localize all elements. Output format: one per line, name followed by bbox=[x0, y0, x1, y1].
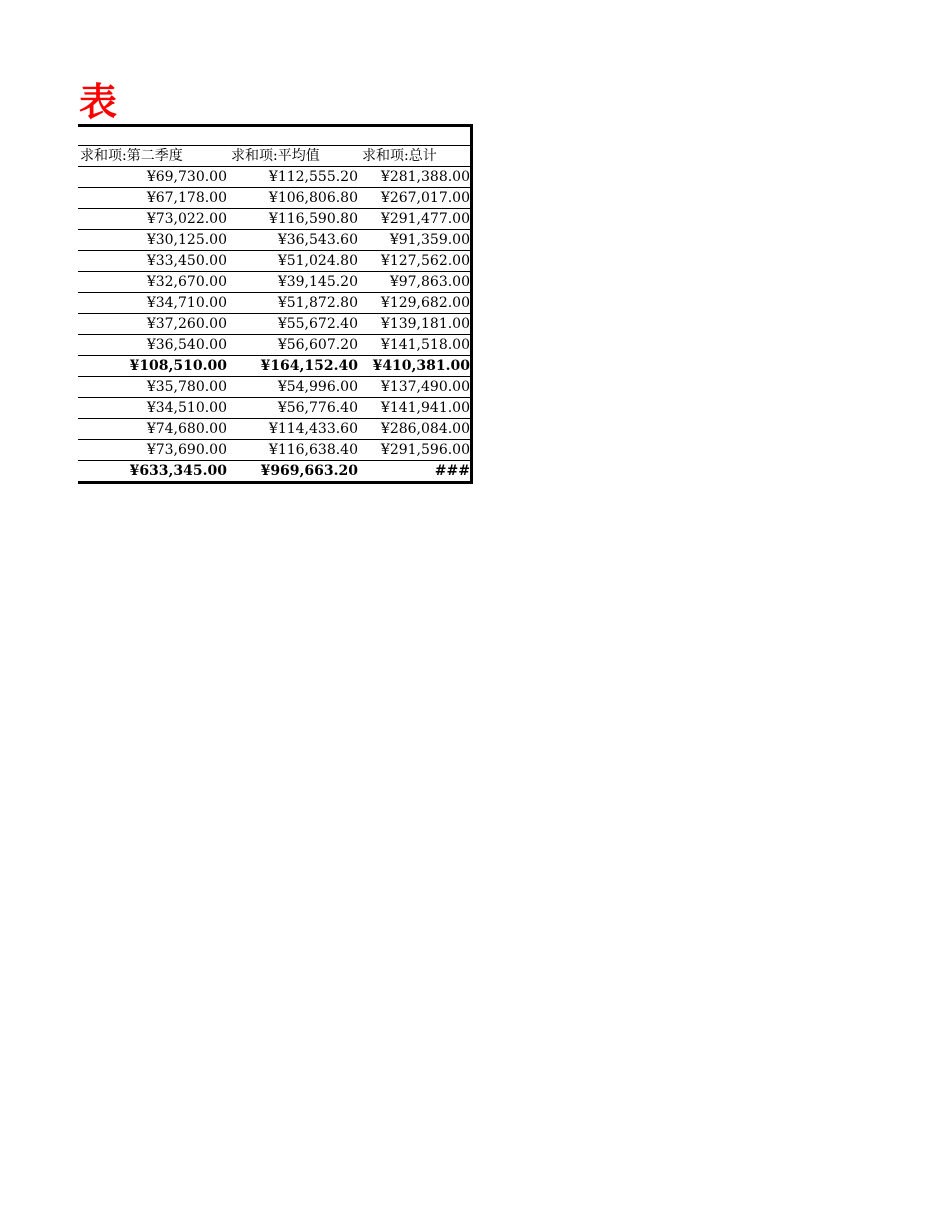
table-row bbox=[78, 419, 470, 440]
subtotal-row bbox=[78, 356, 470, 377]
average-sum-cell[interactable]: ¥36,543.60 bbox=[229, 230, 360, 251]
total-sum-cell[interactable]: ¥137,490.00 bbox=[360, 377, 470, 398]
q2-sum-cell[interactable]: ¥34,510.00 bbox=[78, 398, 229, 419]
q2-sum-cell[interactable]: ¥73,022.00 bbox=[78, 209, 229, 230]
average-sum-cell[interactable]: ¥39,145.20 bbox=[229, 272, 360, 293]
q2-sum-cell[interactable]: ¥108,510.00 bbox=[78, 356, 229, 377]
average-sum-cell[interactable]: ¥116,590.80 bbox=[229, 209, 360, 230]
q2-sum-cell[interactable]: ¥34,710.00 bbox=[78, 293, 229, 314]
total-sum-cell[interactable]: ¥91,359.00 bbox=[360, 230, 470, 251]
q2-sum-cell[interactable]: ¥35,780.00 bbox=[78, 377, 229, 398]
table-row bbox=[78, 398, 470, 419]
total-sum-cell[interactable]: ### bbox=[434, 463, 470, 479]
table-row bbox=[78, 293, 470, 314]
cell[interactable] bbox=[78, 127, 229, 146]
average-sum-cell[interactable]: ¥51,024.80 bbox=[229, 251, 360, 272]
q2-sum-cell[interactable]: ¥37,260.00 bbox=[78, 314, 229, 335]
table-row bbox=[78, 230, 470, 251]
average-sum-cell[interactable]: ¥55,672.40 bbox=[229, 314, 360, 335]
average-sum-cell[interactable]: ¥56,607.20 bbox=[229, 335, 360, 356]
q2-sum-cell[interactable]: ¥73,690.00 bbox=[78, 440, 229, 461]
average-sum-cell[interactable]: ¥112,555.20 bbox=[229, 167, 360, 188]
pivot-blank-row bbox=[78, 127, 470, 146]
subtotal-row bbox=[78, 461, 470, 482]
average-sum-cell[interactable]: ¥114,433.60 bbox=[229, 419, 360, 440]
average-sum-cell[interactable]: ¥116,638.40 bbox=[229, 440, 360, 461]
total-sum-cell[interactable]: ¥291,596.00 bbox=[360, 440, 470, 461]
q2-sum-cell[interactable]: ¥36,540.00 bbox=[78, 335, 229, 356]
q2-sum-cell[interactable]: ¥633,345.00 bbox=[129, 463, 227, 479]
total-sum-cell[interactable]: ¥141,518.00 bbox=[360, 335, 470, 356]
average-sum-cell[interactable]: ¥54,996.00 bbox=[229, 377, 360, 398]
table-row bbox=[78, 251, 470, 272]
cell[interactable] bbox=[360, 127, 470, 146]
total-sum-cell[interactable]: ¥97,863.00 bbox=[360, 272, 470, 293]
q2-sum-cell[interactable]: ¥69,730.00 bbox=[78, 167, 229, 188]
total-sum-cell[interactable]: ¥267,017.00 bbox=[360, 188, 470, 209]
table-row bbox=[78, 377, 470, 398]
total-sum-cell[interactable]: ¥410,381.00 bbox=[360, 356, 470, 377]
table-row bbox=[78, 314, 470, 335]
total-sum-cell[interactable]: ¥291,477.00 bbox=[360, 209, 470, 230]
total-sum-cell[interactable]: ¥139,181.00 bbox=[360, 314, 470, 335]
q2-sum-cell[interactable]: ¥32,670.00 bbox=[78, 272, 229, 293]
pivot-table bbox=[78, 124, 473, 484]
total-sum-cell[interactable]: ¥141,941.00 bbox=[360, 398, 470, 419]
total-sum-cell[interactable]: ¥281,388.00 bbox=[360, 167, 470, 188]
table-row bbox=[78, 440, 470, 461]
q2-sum-cell[interactable]: ¥67,178.00 bbox=[78, 188, 229, 209]
total-sum-cell[interactable]: ¥286,084.00 bbox=[360, 419, 470, 440]
average-sum-cell[interactable]: ¥56,776.40 bbox=[229, 398, 360, 419]
header-total-sum[interactable]: 求和项:总计 bbox=[360, 146, 470, 167]
average-sum-cell[interactable]: ¥51,872.80 bbox=[229, 293, 360, 314]
header-average-sum[interactable]: 求和项:平均值 bbox=[229, 146, 360, 167]
header-q2-sum[interactable]: 求和项:第二季度 bbox=[78, 146, 229, 167]
cell[interactable] bbox=[229, 127, 360, 146]
sheet-title: 表 bbox=[79, 80, 118, 124]
table-row bbox=[78, 167, 470, 188]
table-row bbox=[78, 272, 470, 293]
total-sum-cell[interactable]: ¥129,682.00 bbox=[360, 293, 470, 314]
table-row bbox=[78, 209, 470, 230]
table-row bbox=[78, 188, 470, 209]
average-sum-cell[interactable]: ¥969,663.20 bbox=[260, 463, 358, 479]
q2-sum-cell[interactable]: ¥30,125.00 bbox=[78, 230, 229, 251]
pivot-header-row bbox=[78, 146, 470, 167]
average-sum-cell[interactable]: ¥164,152.40 bbox=[229, 356, 360, 377]
total-sum-cell[interactable]: ¥127,562.00 bbox=[360, 251, 470, 272]
average-sum-cell[interactable]: ¥106,806.80 bbox=[229, 188, 360, 209]
table-row bbox=[78, 335, 470, 356]
q2-sum-cell[interactable]: ¥74,680.00 bbox=[78, 419, 229, 440]
q2-sum-cell[interactable]: ¥33,450.00 bbox=[78, 251, 229, 272]
